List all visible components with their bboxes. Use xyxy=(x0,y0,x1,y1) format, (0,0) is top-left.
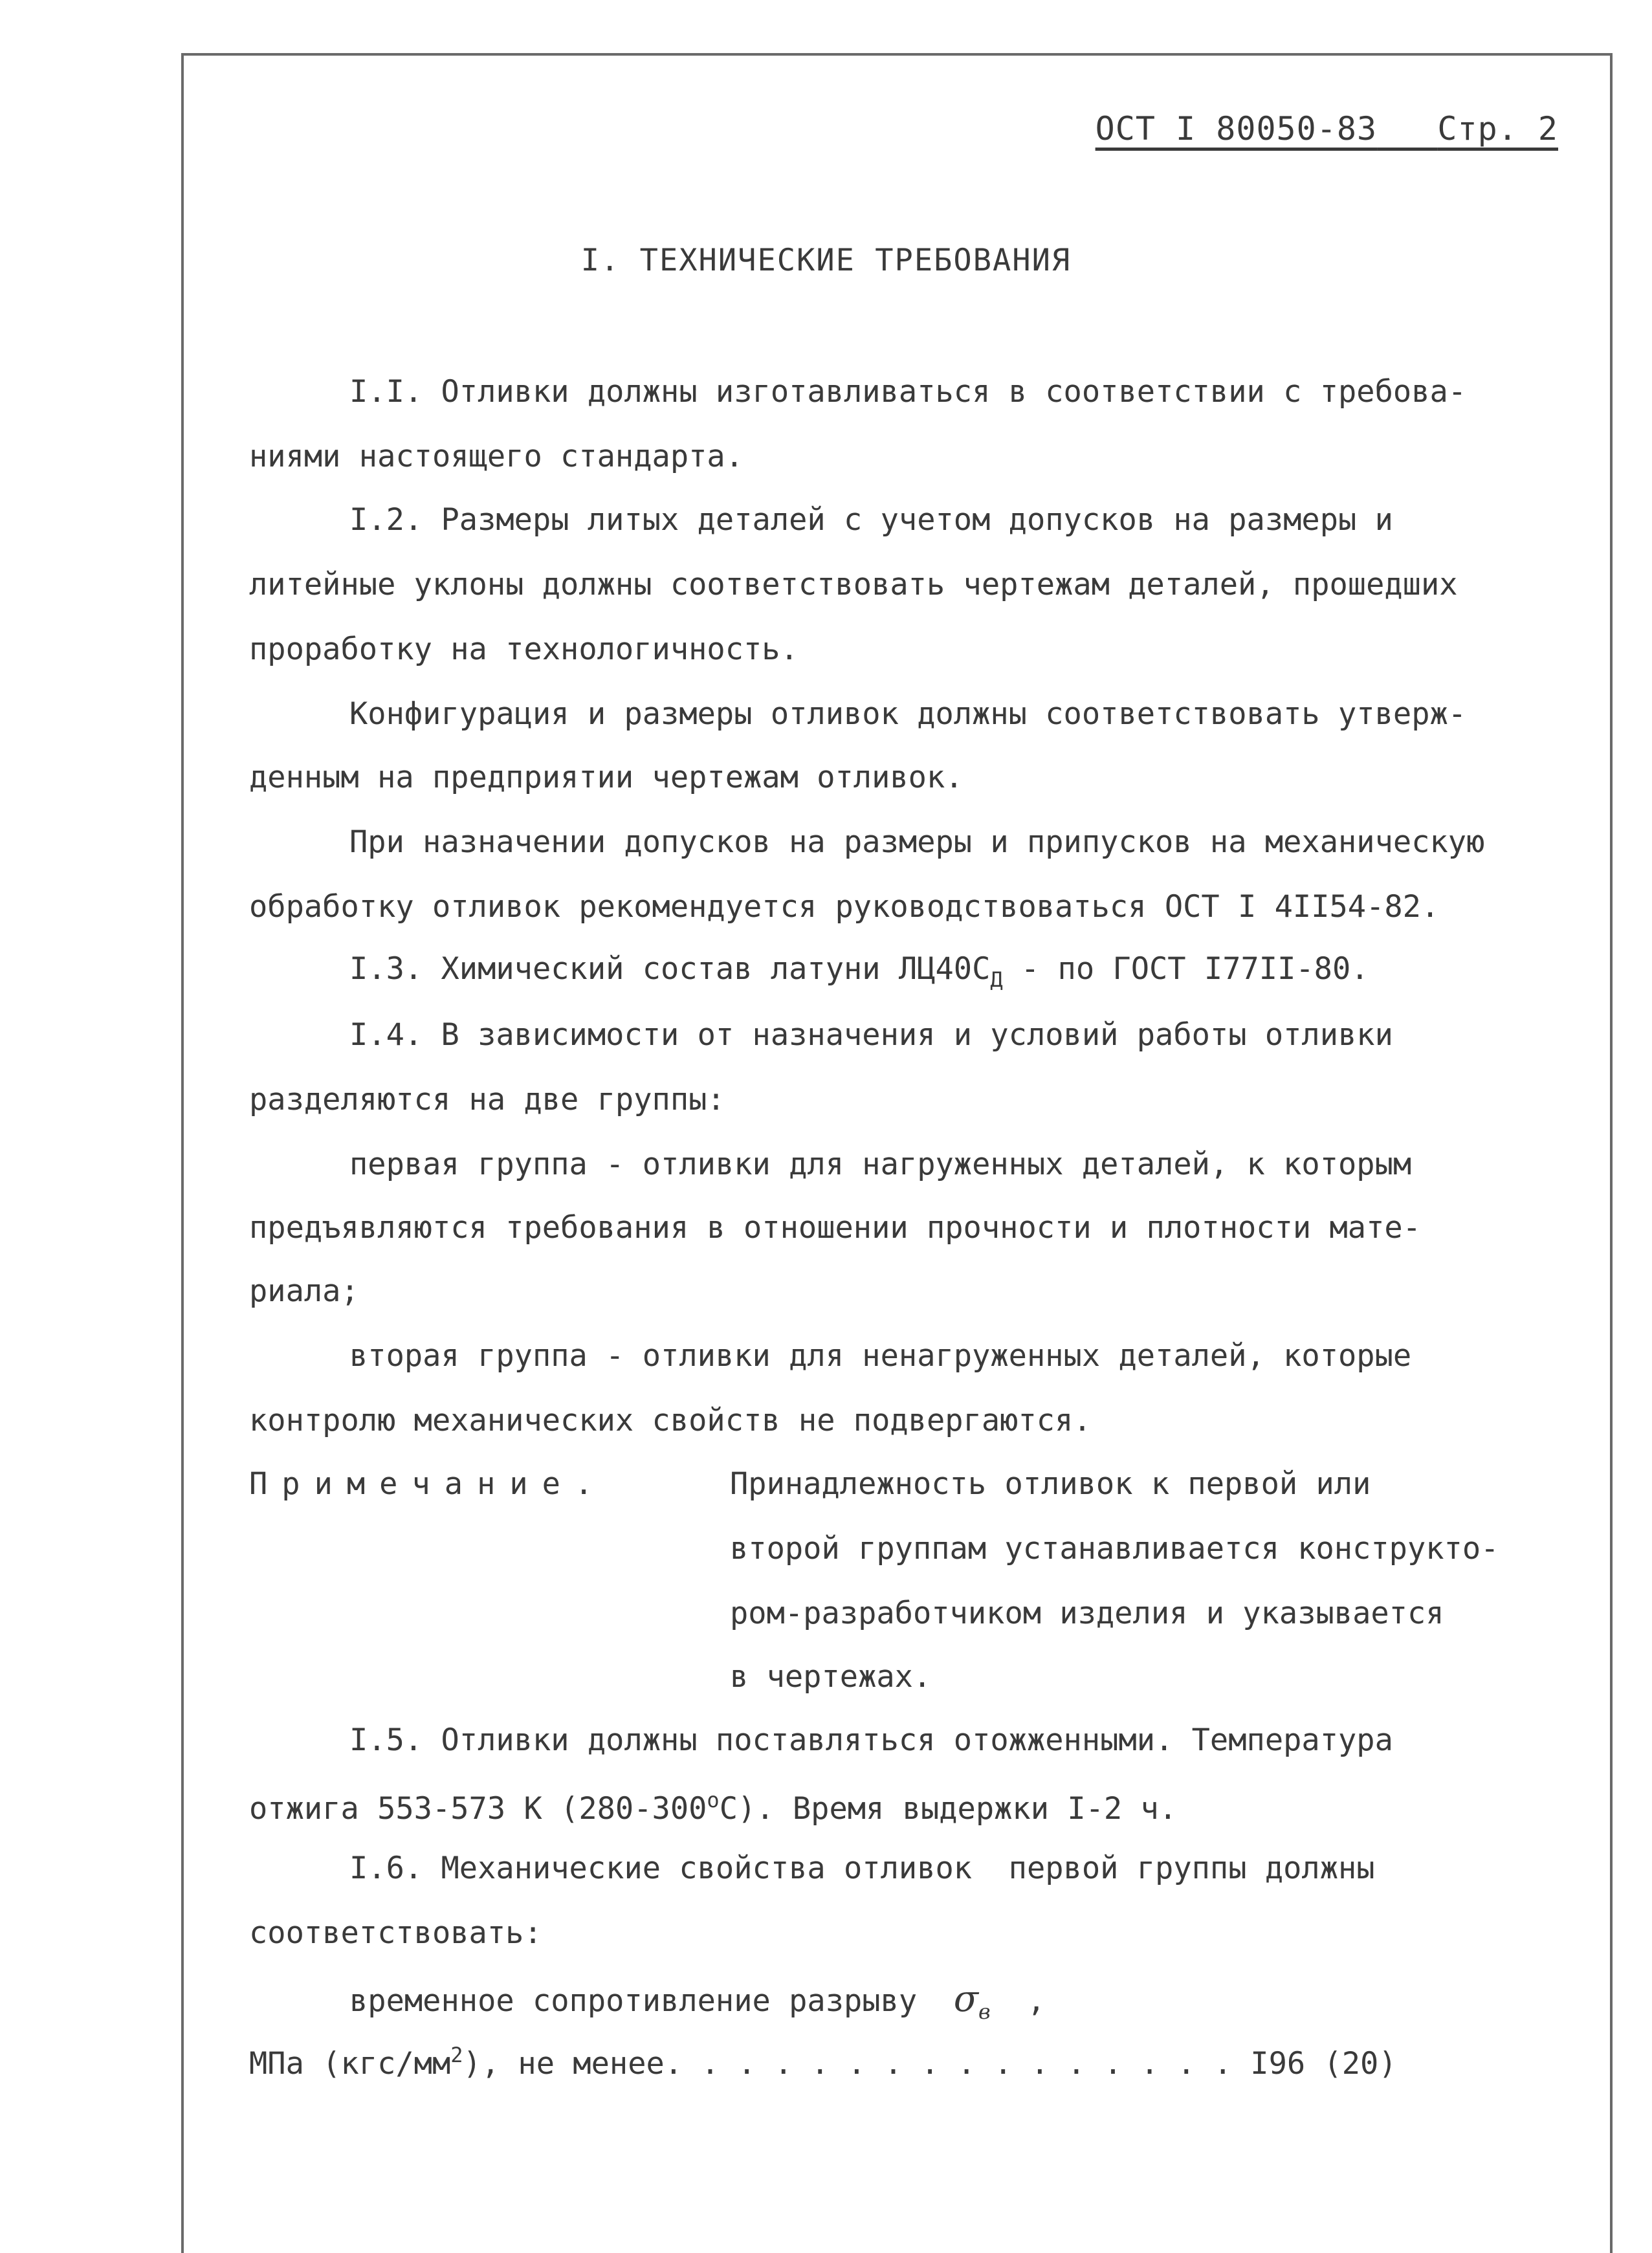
text-line: ниями настоящего стандарта. xyxy=(249,439,744,474)
section-title: I. ТЕХНИЧЕСКИЕ ТРЕБОВАНИЯ xyxy=(580,243,1072,278)
page-label: Стр. 2 xyxy=(1437,110,1558,148)
note-line: второй группам устанавливается конструкто- xyxy=(730,1531,1499,1566)
text-line: I.5. Отливки должны поставляться отожженными. Температура xyxy=(349,1722,1393,1758)
unit-suffix-value: ), не менее. . . . . . . . . . . . . . . . I96 (20) xyxy=(463,2046,1397,2082)
strength-value-line xyxy=(249,2043,1397,2082)
note-line: ром-разработчиком изделия и указывается xyxy=(730,1596,1444,1631)
text-segment: отжига 553-573 К (280-300 xyxy=(249,1791,707,1827)
note-line: Принадлежность отливок к первой или xyxy=(730,1466,1371,1502)
text-line-1-5b xyxy=(249,1788,1178,1827)
text-line: обработку отливок рекомендуется руководствоваться ОСТ I 4II54-82. xyxy=(249,889,1440,925)
unit-prefix: МПа (кгс/мм xyxy=(249,2046,451,2082)
text-segment: С). Время выдержки I-2 ч. xyxy=(719,1791,1178,1827)
sigma-subscript: в xyxy=(978,1999,991,2024)
text-segment: I.3. Химический состав латуни ЛЦ40С xyxy=(349,951,991,987)
subscript: Д xyxy=(990,967,1003,992)
text-line: риала; xyxy=(249,1273,359,1309)
trailing-comma: , xyxy=(1027,1983,1046,2019)
doc-number: ОСТ I 80050-83 xyxy=(1095,110,1378,148)
sigma-symbol xyxy=(953,1978,991,2024)
text-line: соответствовать: xyxy=(249,1915,542,1951)
text-line: проработку на технологичность. xyxy=(249,632,798,667)
text-line: предъявляются требования в отношении прочности и плотности мате- xyxy=(249,1210,1421,1246)
note-label: Примечание. xyxy=(249,1466,608,1502)
text-line: При назначении допусков на размеры и припусков на механическую xyxy=(349,824,1485,860)
text-line-1-3 xyxy=(349,951,1369,992)
text-line: разделяются на две группы: xyxy=(249,1082,725,1117)
text-line: денным на предприятии чертежам отливок. xyxy=(249,760,964,795)
unit-superscript: 2 xyxy=(450,2043,463,2067)
text-line: литейные уклоны должны соответствовать чертежам деталей, прошедших xyxy=(249,567,1458,602)
text-line: вторая группа - отливки для ненагруженных деталей, которые xyxy=(349,1338,1412,1374)
text-line: I.6. Механические свойства отливок первой группы должны xyxy=(349,1851,1375,1886)
strength-label: временное сопротивление разрыву xyxy=(349,1983,918,2019)
text-line: I.2. Размеры литых деталей с учетом допусков на размеры и xyxy=(349,502,1393,538)
text-segment: - по ГОСТ I77II-80. xyxy=(1002,951,1369,987)
note-line: в чертежах. xyxy=(730,1659,932,1695)
text-line: контролю механических свойств не подвергаются. xyxy=(249,1403,1092,1438)
page-header xyxy=(1096,110,1558,148)
text-line: Конфигурация и размеры отливок должны соответствовать утверж- xyxy=(349,696,1467,732)
text-line: первая группа - отливки для нагруженных деталей, к которым xyxy=(349,1147,1412,1182)
text-line: I.4. В зависимости от назначения и условий работы отливки xyxy=(349,1017,1393,1053)
text-line: I.I. Отливки должны изготавливаться в соответствии с требова- xyxy=(349,374,1467,410)
sigma-char: σ xyxy=(953,1978,979,2020)
superscript: о xyxy=(707,1788,720,1812)
strength-line xyxy=(349,1978,1046,2024)
